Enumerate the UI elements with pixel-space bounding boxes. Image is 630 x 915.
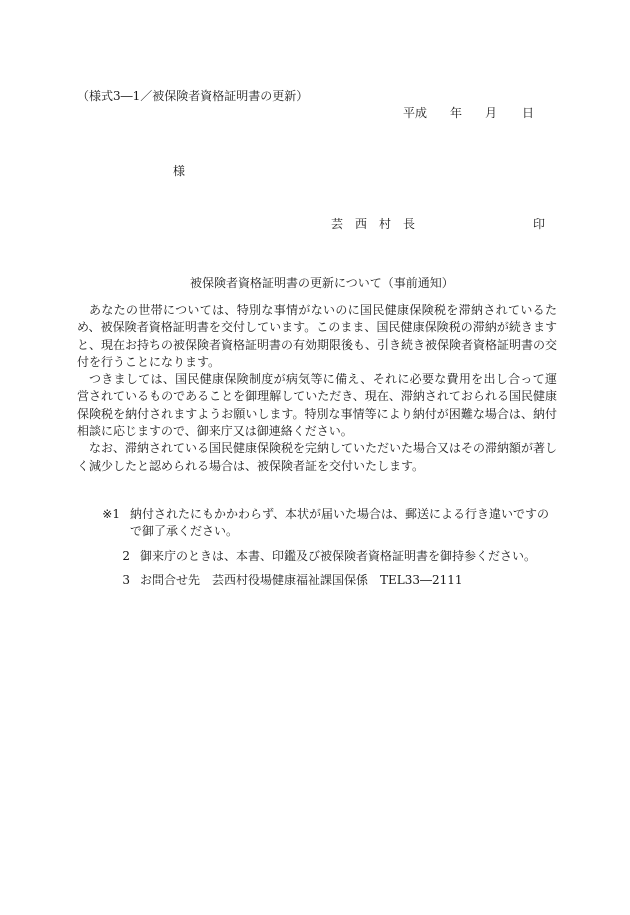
form-label: （様式3―1／被保険者資格証明書の更新） [77, 89, 309, 103]
note-mark: 3 [122, 572, 130, 587]
paragraph: なお、滞納されている国民健康保険税を完納していただいた場合又はその滞納額が著しく減少したと認められる場合は、被保険者証を交付いたします。 [77, 441, 558, 473]
paragraph: つきましては、国民健康保険制度が病気等に備え、それに必要な費用を出し合って運営されているものであることを御理解していただき、現在、滞納されておられる国民健康保険税を納付されますようお願いします。特別な事情等により納付が困難な場合は、納付相談に応じますので、御来庁又は御連絡ください。 [77, 372, 557, 439]
note-mark: 2 [122, 548, 130, 563]
date-era: 平成 [403, 106, 428, 120]
date-day-unit: 日 [522, 106, 535, 120]
body-text [77, 302, 557, 475]
paragraph: あなたの世帯については、特別な事情がないのに国民健康保険税を滞納されているため、被保険者資格証明書を交付しています。このまま、国民健康保険税の滞納が続きますと、現在お持ちの被保険者資格証明書の有効期限後も、引き続き被保険者資格証明書の交付を行うことになります。 [77, 303, 558, 369]
note-item [106, 572, 558, 589]
note-mark: ※1 [102, 507, 120, 521]
document-title: 被保険者資格証明書の更新について（事前通知） [190, 276, 454, 290]
note-text: 御来庁のときは、本書、印鑑及び被保険者資格証明書を御持参ください。 [140, 548, 537, 563]
note-item [96, 506, 558, 541]
seal-mark: 印 [533, 217, 546, 231]
note-text: 納付されたにもかかわらず、本状が届いた場合は、郵送による行き違いですので御了承ください。 [130, 507, 550, 539]
recipient-honorific: 様 [173, 164, 186, 178]
date-year-unit: 年 [450, 106, 463, 120]
date-month-unit: 月 [485, 106, 498, 120]
notes-list [96, 506, 558, 596]
note-text: お問合せ先 芸西村役場健康福祉課国保係 TEL33―2111 [140, 572, 463, 587]
note-item [106, 548, 558, 565]
sender-title: 芸 西 村 長 [331, 217, 416, 231]
